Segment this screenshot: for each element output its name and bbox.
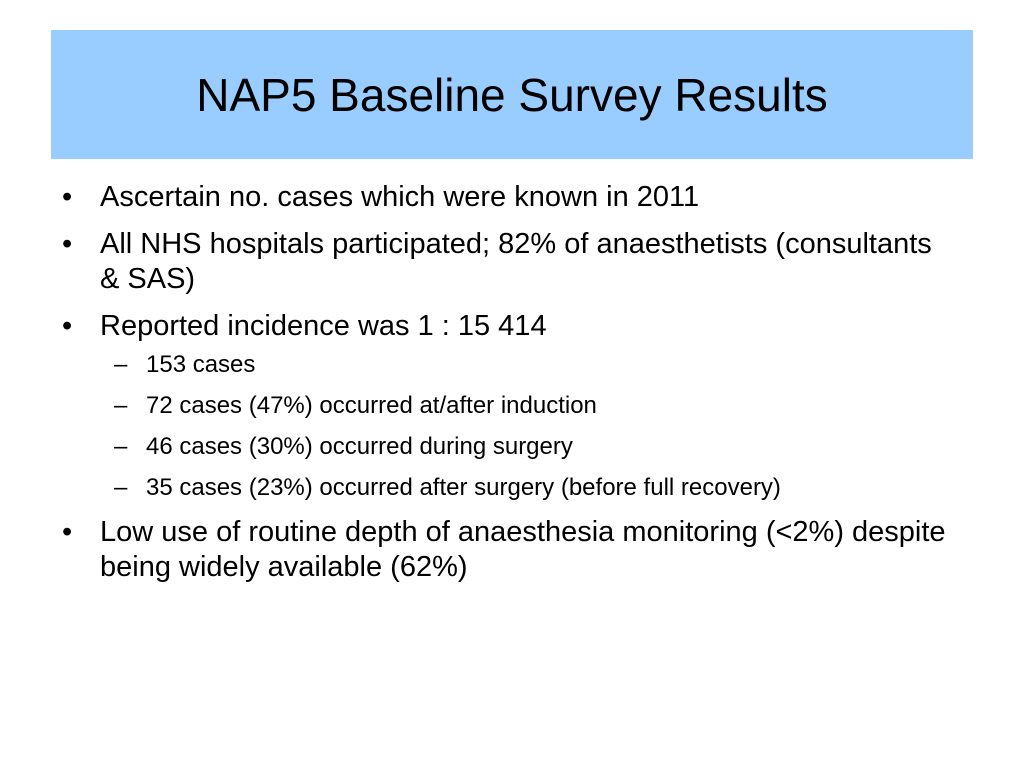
sub-bullet-text: 153 cases [146,351,256,378]
bullet-icon: • [62,228,73,260]
sub-bullet-item [114,432,958,462]
bullet-item [58,309,958,344]
bullet-text: All NHS hospitals participated; 82% of anaesthetists (consultants & SAS) [100,228,932,295]
bullet-text: Low use of routine depth of anaesthesia monitoring (<2%) despite being widely available (62%) [100,516,946,583]
bullet-text: Ascertain no. cases which were known in 2011 [100,181,700,213]
bullet-item [58,515,958,585]
dash-icon: – [114,474,128,501]
dash-icon: – [114,392,128,419]
bullet-item [58,180,958,215]
bullet-icon: • [62,181,73,213]
sub-bullet-item [114,473,958,503]
slide-body [58,180,958,597]
slide-title: NAP5 Baseline Survey Results [196,68,828,121]
sub-bullet-text: 72 cases (47%) occurred at/after induction [146,392,597,419]
bullet-icon: • [62,310,73,342]
sub-bullet-list [58,350,958,503]
dash-icon: – [114,351,128,378]
dash-icon: – [114,433,128,460]
bullet-icon: • [62,516,73,548]
sub-bullet-text: 35 cases (23%) occurred after surgery (before full recovery) [146,474,781,501]
sub-bullet-item [114,391,958,421]
bullet-item [58,227,958,297]
bullet-text: Reported incidence was 1 : 15 414 [100,310,547,342]
sub-bullet-text: 46 cases (30%) occurred during surgery [146,433,573,460]
sub-bullet-item [114,350,958,380]
title-banner [51,30,973,159]
